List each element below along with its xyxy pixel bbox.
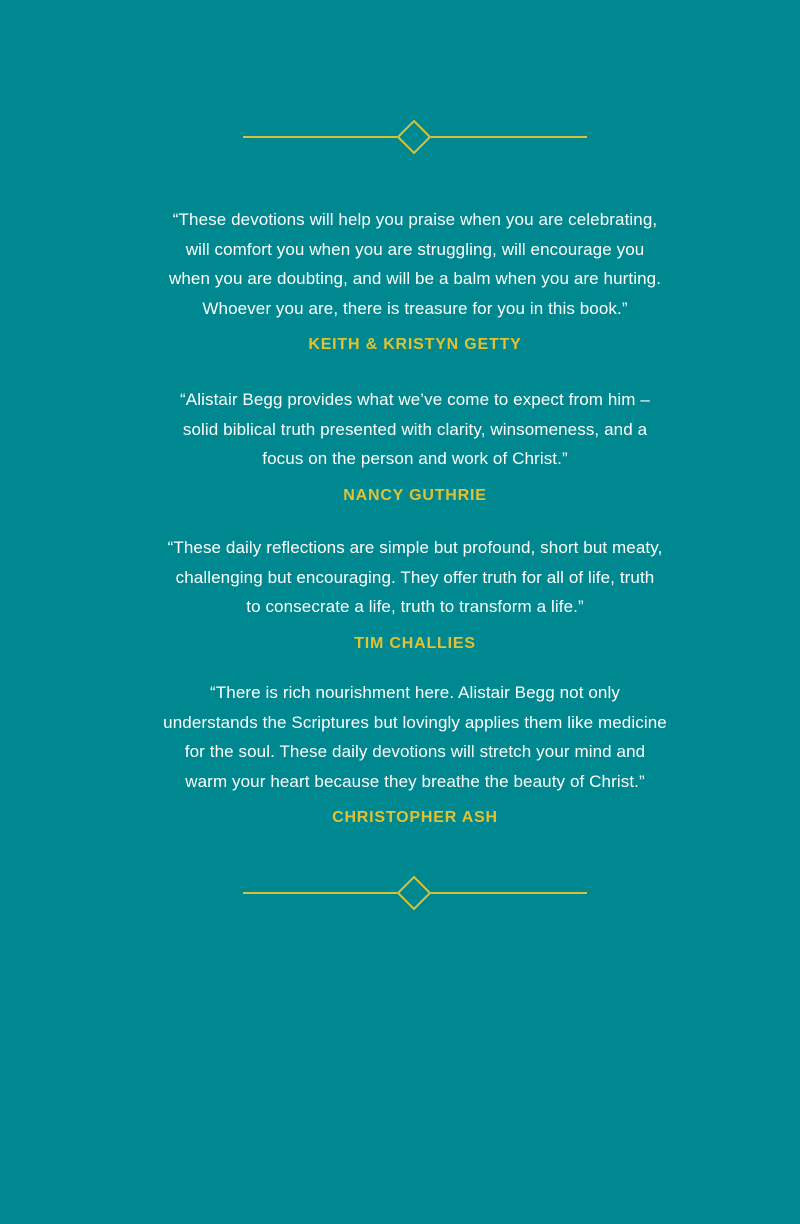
quote-line: Whoever you are, there is treasure for you in this book.” <box>202 298 628 318</box>
testimonial-guthrie <box>100 385 730 507</box>
quote-author: NANCY GUTHRIE <box>343 486 487 504</box>
quote-author: TIM CHALLIES <box>354 634 476 652</box>
diamond-divider-icon <box>240 117 590 157</box>
bottom-divider <box>240 873 590 913</box>
quote-line: solid biblical truth presented with clarity, winsomeness, and a <box>182 419 648 439</box>
quote-line: will comfort you when you are struggling, will encourage you <box>185 239 645 259</box>
quote-line: to consecrate a life, truth to transform a life.” <box>246 597 584 616</box>
quote-line: when you are doubting, and will be a balm when you are hurting. <box>168 269 662 288</box>
quote-line: “These devotions will help you praise when you are celebrating, <box>172 210 658 229</box>
quote-line: “There is rich nourishment here. Alistair Begg not only <box>210 683 620 702</box>
quote-text <box>100 385 730 474</box>
quote-line: warm your heart because they breathe the beauty of Christ.” <box>185 771 645 791</box>
quote-text <box>100 533 730 622</box>
quote-line: for the soul. These daily devotions will stretch your mind and <box>184 742 646 761</box>
quote-line: understands the Scriptures but lovingly applies them like medicine <box>163 712 667 732</box>
testimonial-ash <box>100 678 730 829</box>
quote-author: KEITH & KRISTYN GETTY <box>308 336 522 353</box>
top-divider <box>240 117 590 157</box>
quote-line: “Alistair Begg provides what we’ve come to expect from him – <box>180 390 650 409</box>
quote-line: focus on the person and work of Christ.” <box>262 449 568 468</box>
quote-line: “These daily reflections are simple but profound, short but meaty, <box>167 538 663 557</box>
quote-author: CHRISTOPHER ASH <box>332 809 498 826</box>
testimonial-getty <box>100 205 730 356</box>
quote-text <box>100 678 730 796</box>
testimonial-challies <box>100 533 730 655</box>
quote-line: challenging but encouraging. They offer truth for all of life, truth <box>175 567 655 587</box>
diamond-divider-icon <box>240 873 590 913</box>
quote-text <box>100 205 730 323</box>
